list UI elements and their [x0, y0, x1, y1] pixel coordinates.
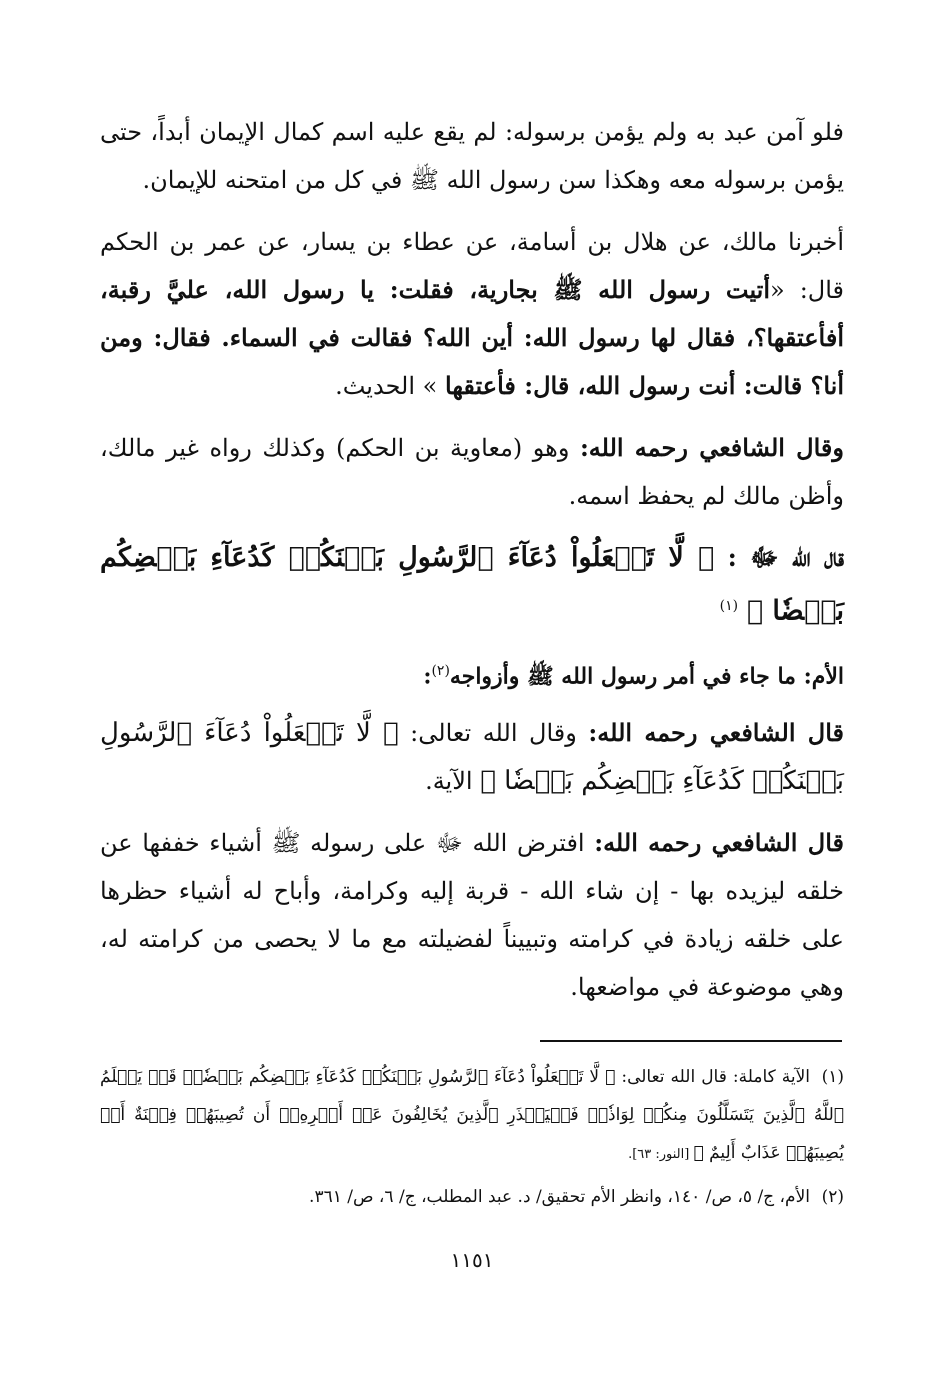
paragraph-2-hadith: [100, 218, 844, 410]
paragraph-5-text: افترض الله ﷻ على رسوله ﷺ أشياء خففها عن خلقه ليزيده بها - إن شاء الله - قربة إليه وكرامة، وأباح له أشياء حظرها على خلقه زيادة في كرامته وتبييناً لفضيلته مع ما لا يحصى من كرامته له، وهي موضوعة في مواضعها.: [100, 828, 844, 1001]
footnote-2-number: (٢): [821, 1187, 844, 1207]
paragraph-5-speaker: قال الشافعي رحمه الله:: [594, 827, 844, 857]
paragraph-3-speaker: وقال الشافعي رحمه الله:: [579, 433, 844, 462]
paragraph-4-speaker: قال الشافعي رحمه الله:: [588, 717, 845, 747]
heading-prefix: قال الله ﷻ :: [714, 543, 844, 572]
footnote-1-text: الآية كاملة: قال الله تعالى: ﴿ لَّا تَجۡعَلُواْ دُعَآءَ ٱلرَّسُولِ بَيۡنَكُمۡ كَدُعَآءِ بَعۡضِكُم بَعۡضٗاۚ قَدۡ يَعۡلَمُ ٱللَّهُ ٱلَّذِينَ يَتَسَلَّلُونَ مِنكُمۡ لِوَاذٗاۚ فَلۡيَحۡذَرِ ٱلَّذِينَ يُخَالِفُونَ عَنۡ أَمۡرِهِۦٓ أَن تُصِيبَهُمۡ فِتۡنَةٌ أَوۡ يُصِيبَهُمۡ عَذَابٌ أَلِيمٌ ﴾: [100, 1067, 844, 1163]
footnote-2-text: الأم، ج/ ٥، ص/ ١٤٠، وانظر الأم تحقيق/ د. عبد المطلب، ج/ ٦، ص/ ٣٦١.: [309, 1187, 810, 1207]
paragraph-4: [100, 709, 844, 805]
footnote-separator: [540, 1040, 842, 1042]
hadith-text: أتيت رسول الله ﷺ بجارية، فقلت: يا رسول الله، عليَّ رقبة، أفأعتقها؟، فقال لها رسول الله: أين الله؟ فقالت في السماء. فقال: ومن أنا؟ قالت: أنت رسول الله، قال: فأعتقها: [100, 275, 844, 400]
footnotes: [100, 1058, 844, 1220]
paragraph-5: [100, 819, 844, 1011]
footnote-1: [100, 1058, 844, 1174]
footnote-ref-2: (٢): [431, 663, 450, 680]
paragraph-3-text: وهو (معاوية بن الحكم) وكذلك رواه غير مالك، وأظن مالك لم يحفظ اسمه.: [100, 434, 844, 510]
paragraph-1-text: فلو آمن عبد به ولم يؤمن برسوله: لم يقع عليه اسم كمال الإيمان أبداً، حتى يؤمن برسوله معه وهكذا سن رسول الله ﷺ في كل من امتحنه للإيمان.: [100, 118, 844, 194]
source-subheading: [100, 651, 844, 696]
subheading-text: الأم: ما جاء في أمر رسول الله ﷺ وأزواجه: [449, 663, 844, 690]
footnote-2: [100, 1178, 844, 1216]
footnote-ref-1: (١): [719, 598, 739, 614]
heading-verse: ﴿ لَّا تَجۡعَلُواْ دُعَآءَ ٱلرَّسُولِ بَيۡنَكُمۡ كَدُعَآءِ بَعۡضِكُم بَعۡضٗا ﴾: [100, 542, 844, 627]
paragraph-4-text: وقال الله تعالى:: [398, 718, 589, 747]
paragraph-1: [100, 108, 844, 204]
footnote-1-source: [النور: ٦٣].: [628, 1147, 694, 1162]
page-number: ١١٥١: [450, 1248, 494, 1272]
section-heading: [100, 534, 844, 635]
hadith-end: » الحديث.: [335, 372, 438, 400]
paragraph-4-end: الآية.: [425, 766, 481, 795]
subheading-colon: :: [423, 663, 432, 690]
paragraph-3: [100, 424, 844, 520]
hadith-chain: أخبرنا مالك، عن هلال بن أسامة، عن عطاء بن يسار، عن عمر بن الحكم قال: «: [100, 228, 845, 304]
paragraph-4-verse: ﴿ لَّا تَجۡعَلُواْ دُعَآءَ ٱلرَّسُولِ بَيۡنَكُمۡ كَدُعَآءِ بَعۡضِكُم بَعۡضٗا ﴾: [100, 717, 844, 796]
main-text: [100, 108, 844, 1025]
footnote-1-number: (١): [821, 1067, 844, 1087]
